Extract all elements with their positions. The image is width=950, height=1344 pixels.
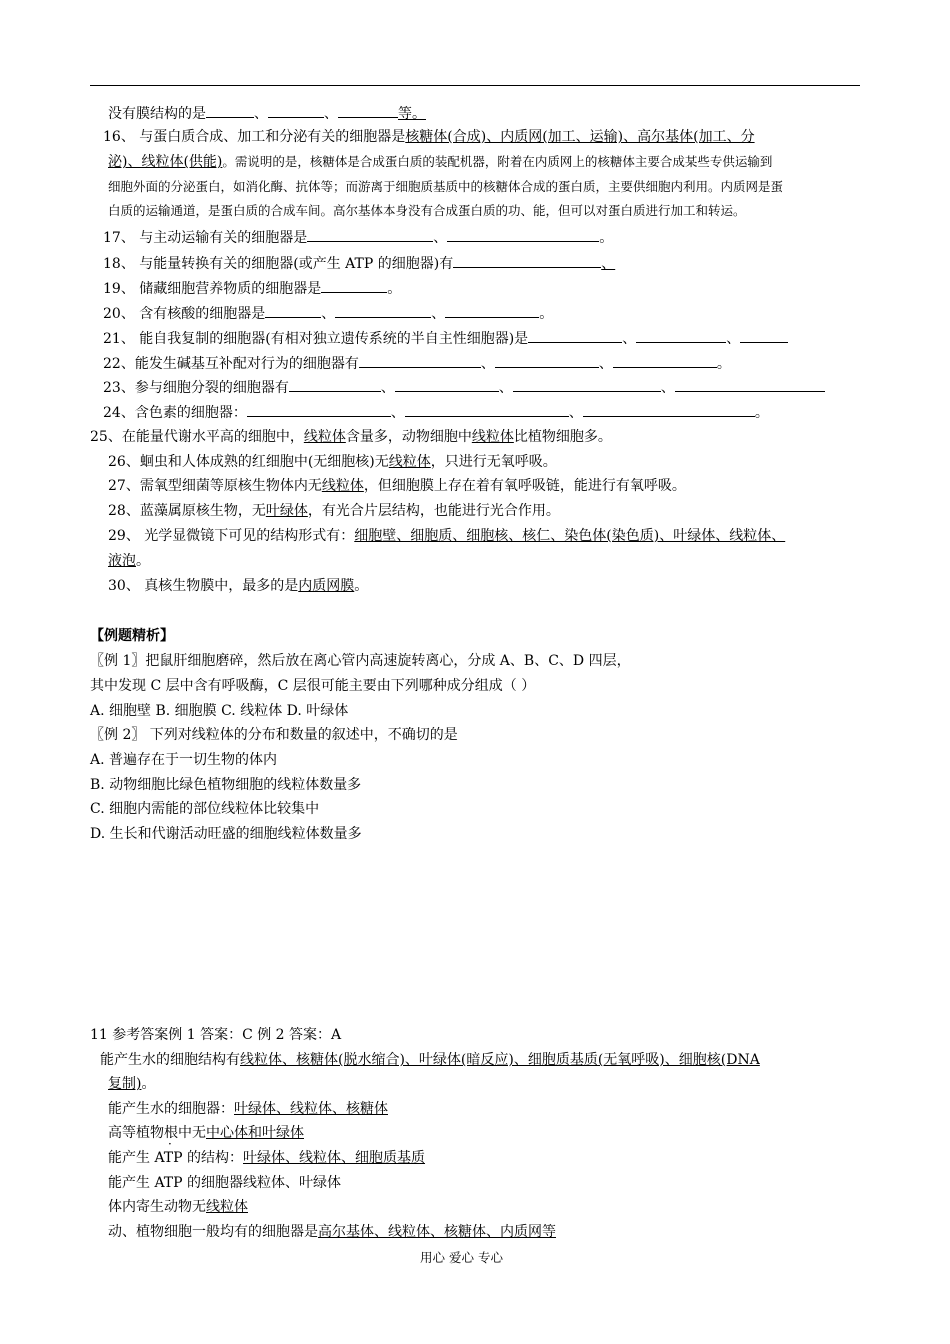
item-19: 19、 储藏细胞营养物质的细胞器是 。 (103, 281, 402, 297)
answer-atp-organelles: 能产生 ATP 的细胞器线粒体、叶绿体 (108, 1175, 342, 1191)
item-18: 18、 与能量转换有关的细胞器(或产生 ATP 的细胞器)有 、 (103, 256, 616, 272)
item-16-line3: 细胞外面的分泌蛋白，如消化酶、抗体等；而游离于细胞质基质中的核糖体合成的蛋白质，主要供细胞内利用。内质网是蛋 (108, 179, 784, 194)
example-2-option-d: D. 生长和代谢活动旺盛的细胞线粒体数量多 (90, 826, 362, 842)
item-24: 24、含色素的细胞器： 、 、 。 (103, 405, 769, 421)
example-2-option-b: B. 动物细胞比绿色植物细胞的线粒体数量多 (90, 777, 362, 793)
item-25: 25、在能量代谢水平高的细胞中，线粒体含量多，动物细胞中线粒体比植物细胞多。 (90, 429, 612, 445)
example-2-option-a: A. 普遍存在于一切生物的体内 (90, 752, 278, 768)
item-22: 22、能发生碱基互补配对行为的细胞器有 、 、 。 (103, 356, 731, 372)
item-20: 20、 含有核酸的细胞器是 、 、 。 (103, 306, 554, 322)
section-title: 【例题精析】 (90, 628, 174, 644)
answer-parasite: 体内寄生动物无线粒体 (108, 1199, 248, 1215)
answer-water-organelles: 能产生水的细胞器：叶绿体、线粒体、核糖体 (108, 1101, 388, 1117)
answer-atp-structures: 能产生 ATP 的结构：叶绿体、线粒体、细胞质基质 (108, 1150, 426, 1166)
example-1-options: A. 细胞壁 B. 细胞膜 C. 线粒体 D. 叶绿体 (90, 703, 349, 719)
item-16-line2: 泌)、线粒体(供能)。需说明的是，核糖体是合成蛋白质的装配机器，附着在内质网上的核糖体主要合成某些专供运输到 (108, 154, 773, 170)
item-16-line1: 16、 与蛋白质合成、加工和分泌有关的细胞器是核糖体(合成)、内质网(加工、运输)、高尔基体(加工、分 (103, 129, 755, 145)
example-1-line2: 其中发现 C 层中含有呼吸酶，C 层很可能主要由下列哪种成分组成（ ） (90, 678, 536, 694)
answers-heading: 11 参考答案例 1 答案：C 例 2 答案：A (90, 1027, 342, 1043)
answer-higher-plant-root: 高等植物根中无中心体和叶绿体 (108, 1125, 304, 1141)
example-1-line1: 〖例 1〗把鼠肝细胞磨碎，然后放在离心管内高速旋转离心，分成 A、B、C、D 四层， (90, 653, 631, 669)
item-17: 17、 与主动运输有关的细胞器是 、 。 (103, 230, 614, 246)
answer-common-organelles: 动、植物细胞一般均有的细胞器是高尔基体、线粒体、核糖体、内质网等 (108, 1224, 556, 1240)
item-27: 27、需氧型细菌等原核生物体内无线粒体，但细胞膜上存在着有氧呼吸链，能进行有氧呼吸。 (108, 478, 686, 494)
item-16-line4: 白质的运输通道，是蛋白质的合成车间。高尔基体本身没有合成蛋白质的功、能，但可以对蛋白质进行加工和转运。 (108, 203, 746, 218)
item-30: 30、 真核生物膜中，最多的是内质网膜。 (108, 578, 369, 594)
line-no-membrane: 没有膜结构的是 、 、 等。 (108, 106, 426, 122)
item-23: 23、参与细胞分裂的细胞器有 、 、 、 (103, 378, 825, 397)
page-footer: 用心 爱心 专心 (420, 1250, 503, 1265)
item-29-line2: 液泡。 (108, 553, 150, 569)
top-rule (90, 85, 860, 86)
answer-water-structures-line1: 能产生水的细胞结构有线粒体、核糖体(脱水缩合)、叶绿体(暗反应)、细胞质基质(无氧呼吸)、细胞核(DNA (100, 1052, 760, 1068)
answer-water-structures-line2: 复制)。 (108, 1076, 156, 1092)
item-29-line1: 29、 光学显微镜下可见的结构形式有：细胞壁、细胞质、细胞核、核仁、染色体(染色质)、叶绿体、线粒体、 (108, 528, 786, 544)
example-2-question: 〖例 2〗 下列对线粒体的分布和数量的叙述中，不确切的是 (90, 727, 458, 743)
example-2-option-c: C. 细胞内需能的部位线粒体比较集中 (90, 801, 320, 817)
item-26: 26、蛔虫和人体成熟的红细胞中(无细胞核)无线粒体，只进行无氧呼吸。 (108, 454, 557, 470)
item-21: 21、 能自我复制的细胞器(有相对独立遗传系统的半自主性细胞器)是 、 、 (103, 329, 788, 348)
item-28: 28、蓝藻属原核生物，无叶绿体，有光合片层结构，也能进行光合作用。 (108, 503, 560, 519)
